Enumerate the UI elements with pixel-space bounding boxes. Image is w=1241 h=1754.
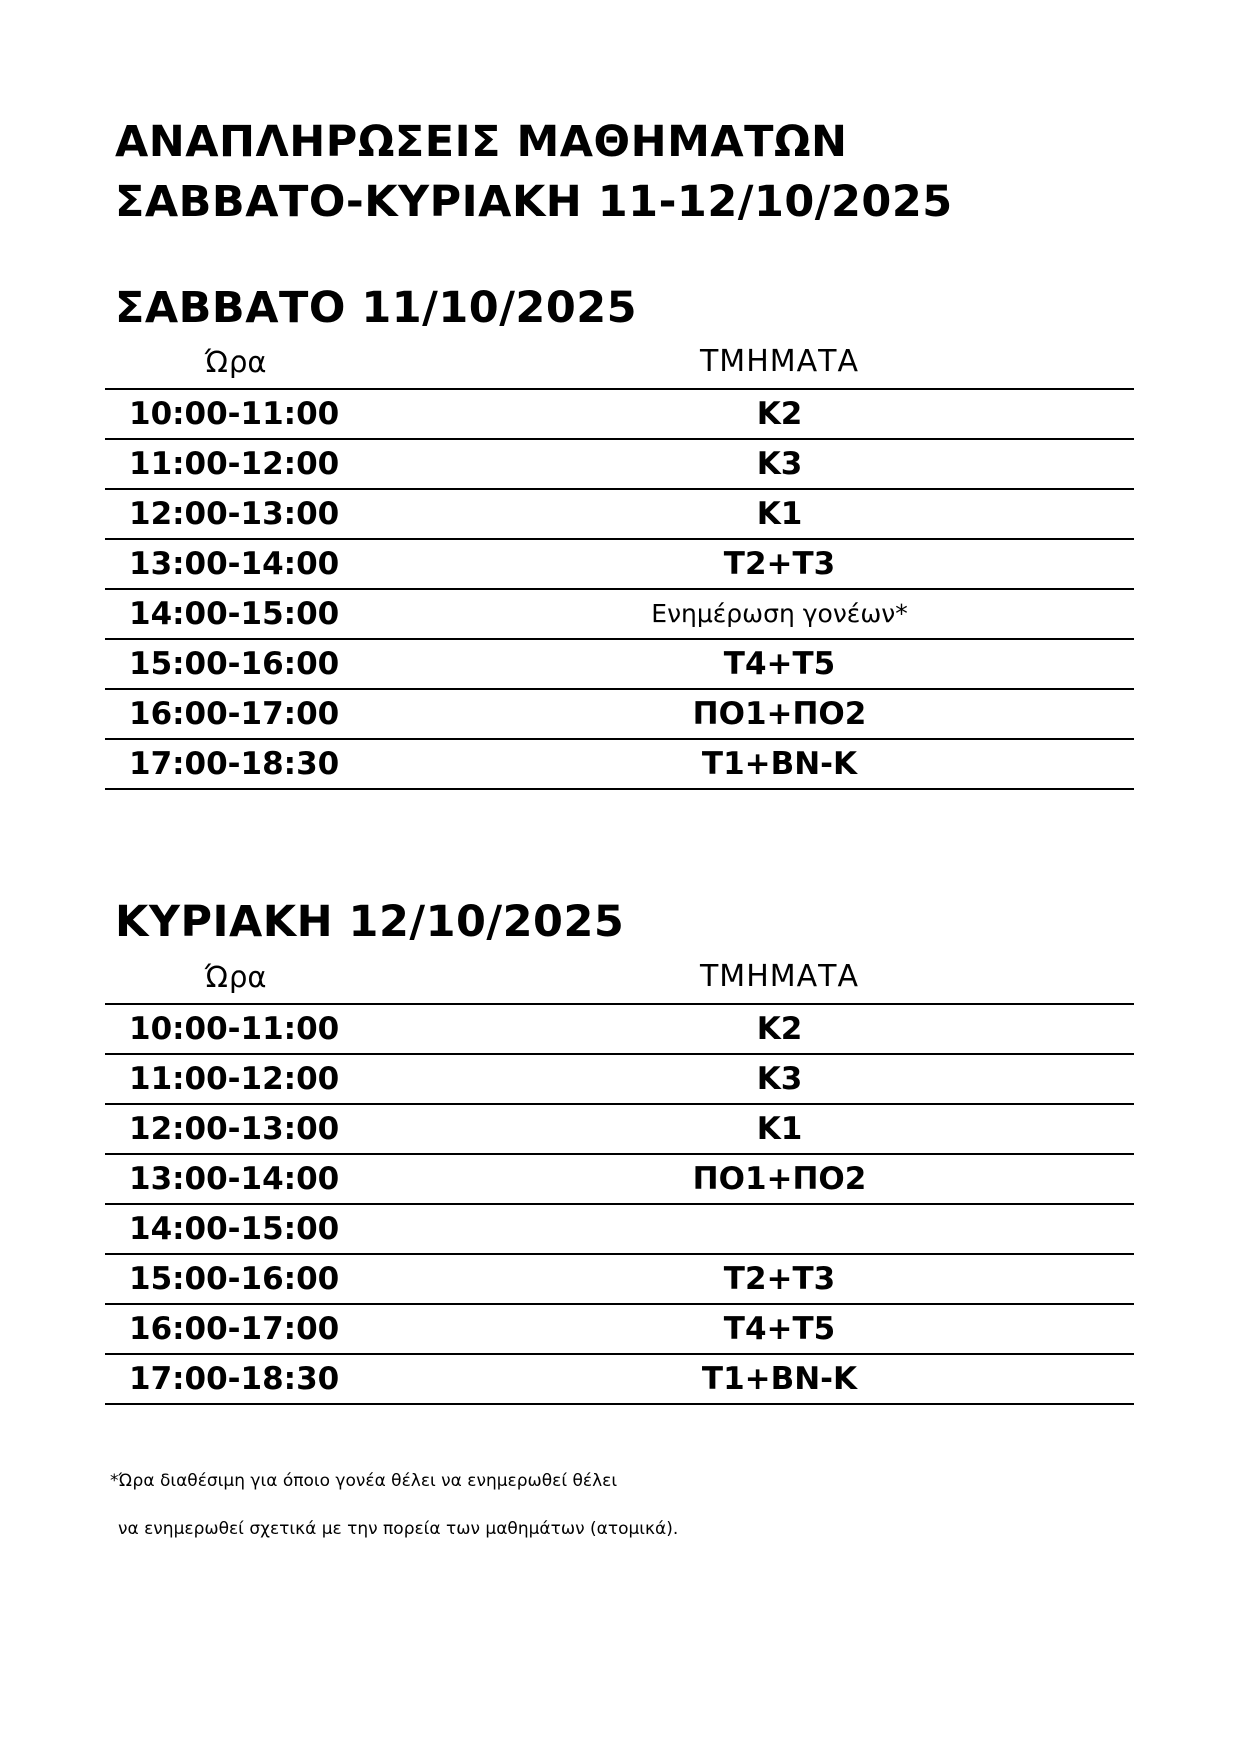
time-cell: 12:00-13:00 xyxy=(129,1111,340,1147)
time-cell: 11:00-12:00 xyxy=(129,446,340,482)
footnote-line-1: *Ώρα διαθέσιμη για όποιο γονέα θέλει να ενημερωθεί θέλει xyxy=(110,1471,618,1491)
sunday-schedule-table xyxy=(105,951,1134,1405)
groups-cell: Κ3 xyxy=(756,1061,803,1097)
groups-cell: Κ1 xyxy=(756,1111,803,1147)
time-cell: 17:00-18:30 xyxy=(129,746,340,782)
groups-cell: Τ1+ΒΝ-Κ xyxy=(701,746,858,782)
saturday-schedule-table xyxy=(105,336,1134,790)
time-cell: 12:00-13:00 xyxy=(129,496,340,532)
table-row xyxy=(105,1155,1134,1205)
time-cell: 10:00-11:00 xyxy=(129,1011,340,1047)
time-cell: 15:00-16:00 xyxy=(129,646,340,682)
title-line-1: ΑΝΑΠΛΗΡΩΣΕΙΣ ΜΑΘΗΜΑΤΩΝ xyxy=(115,117,848,167)
groups-cell: Τ2+Τ3 xyxy=(723,1261,836,1297)
table-row xyxy=(105,1105,1134,1155)
time-cell: 10:00-11:00 xyxy=(129,396,340,432)
time-cell: 17:00-18:30 xyxy=(129,1361,340,1397)
table-row xyxy=(105,590,1134,640)
time-cell: 15:00-16:00 xyxy=(129,1261,340,1297)
groups-cell: Τ4+Τ5 xyxy=(723,1311,836,1347)
groups-cell-parent-meeting: Ενημέρωση γονέων* xyxy=(651,599,908,628)
table-row xyxy=(105,1205,1134,1255)
page-title xyxy=(115,112,953,232)
groups-cell: Τ2+Τ3 xyxy=(723,546,836,582)
time-cell: 16:00-17:00 xyxy=(129,696,340,732)
groups-cell: ΠΟ1+ΠΟ2 xyxy=(692,696,867,732)
sunday-heading: ΚΥΡΙΑΚΗ 12/10/2025 xyxy=(115,897,625,947)
column-header-time: Ώρα xyxy=(205,960,267,994)
time-cell: 13:00-14:00 xyxy=(129,1161,340,1197)
groups-cell: Κ2 xyxy=(756,1011,803,1047)
groups-cell: Κ3 xyxy=(756,446,803,482)
time-cell: 11:00-12:00 xyxy=(129,1061,340,1097)
groups-cell: Τ4+Τ5 xyxy=(723,646,836,682)
groups-cell: ΠΟ1+ΠΟ2 xyxy=(692,1161,867,1197)
groups-cell: Κ2 xyxy=(756,396,803,432)
table-row xyxy=(105,1355,1134,1405)
table-row xyxy=(105,640,1134,690)
table-row xyxy=(105,1055,1134,1105)
title-line-2: ΣΑΒΒΑΤΟ-ΚΥΡΙΑΚΗ 11-12/10/2025 xyxy=(115,177,953,227)
time-cell: 16:00-17:00 xyxy=(129,1311,340,1347)
table-row xyxy=(105,690,1134,740)
table-row xyxy=(105,1305,1134,1355)
table-header xyxy=(105,336,1134,390)
groups-cell: Τ1+ΒΝ-Κ xyxy=(701,1361,858,1397)
column-header-groups: ΤΜΗΜΑΤΑ xyxy=(699,959,860,994)
time-cell: 14:00-15:00 xyxy=(129,596,340,632)
table-row xyxy=(105,540,1134,590)
time-cell: 13:00-14:00 xyxy=(129,546,340,582)
groups-cell: Κ1 xyxy=(756,496,803,532)
saturday-heading: ΣΑΒΒΑΤΟ 11/10/2025 xyxy=(115,283,638,333)
table-row xyxy=(105,440,1134,490)
table-row xyxy=(105,740,1134,790)
footnote-line-2: να ενημερωθεί σχετικά με την πορεία των μαθημάτων (ατομικά). xyxy=(118,1519,679,1539)
column-header-groups: ΤΜΗΜΑΤΑ xyxy=(699,344,860,379)
table-row xyxy=(105,1005,1134,1055)
table-row xyxy=(105,490,1134,540)
table-row xyxy=(105,390,1134,440)
time-cell: 14:00-15:00 xyxy=(129,1211,340,1247)
column-header-time: Ώρα xyxy=(205,345,267,379)
table-row xyxy=(105,1255,1134,1305)
footnote xyxy=(110,1468,678,1564)
table-header xyxy=(105,951,1134,1005)
